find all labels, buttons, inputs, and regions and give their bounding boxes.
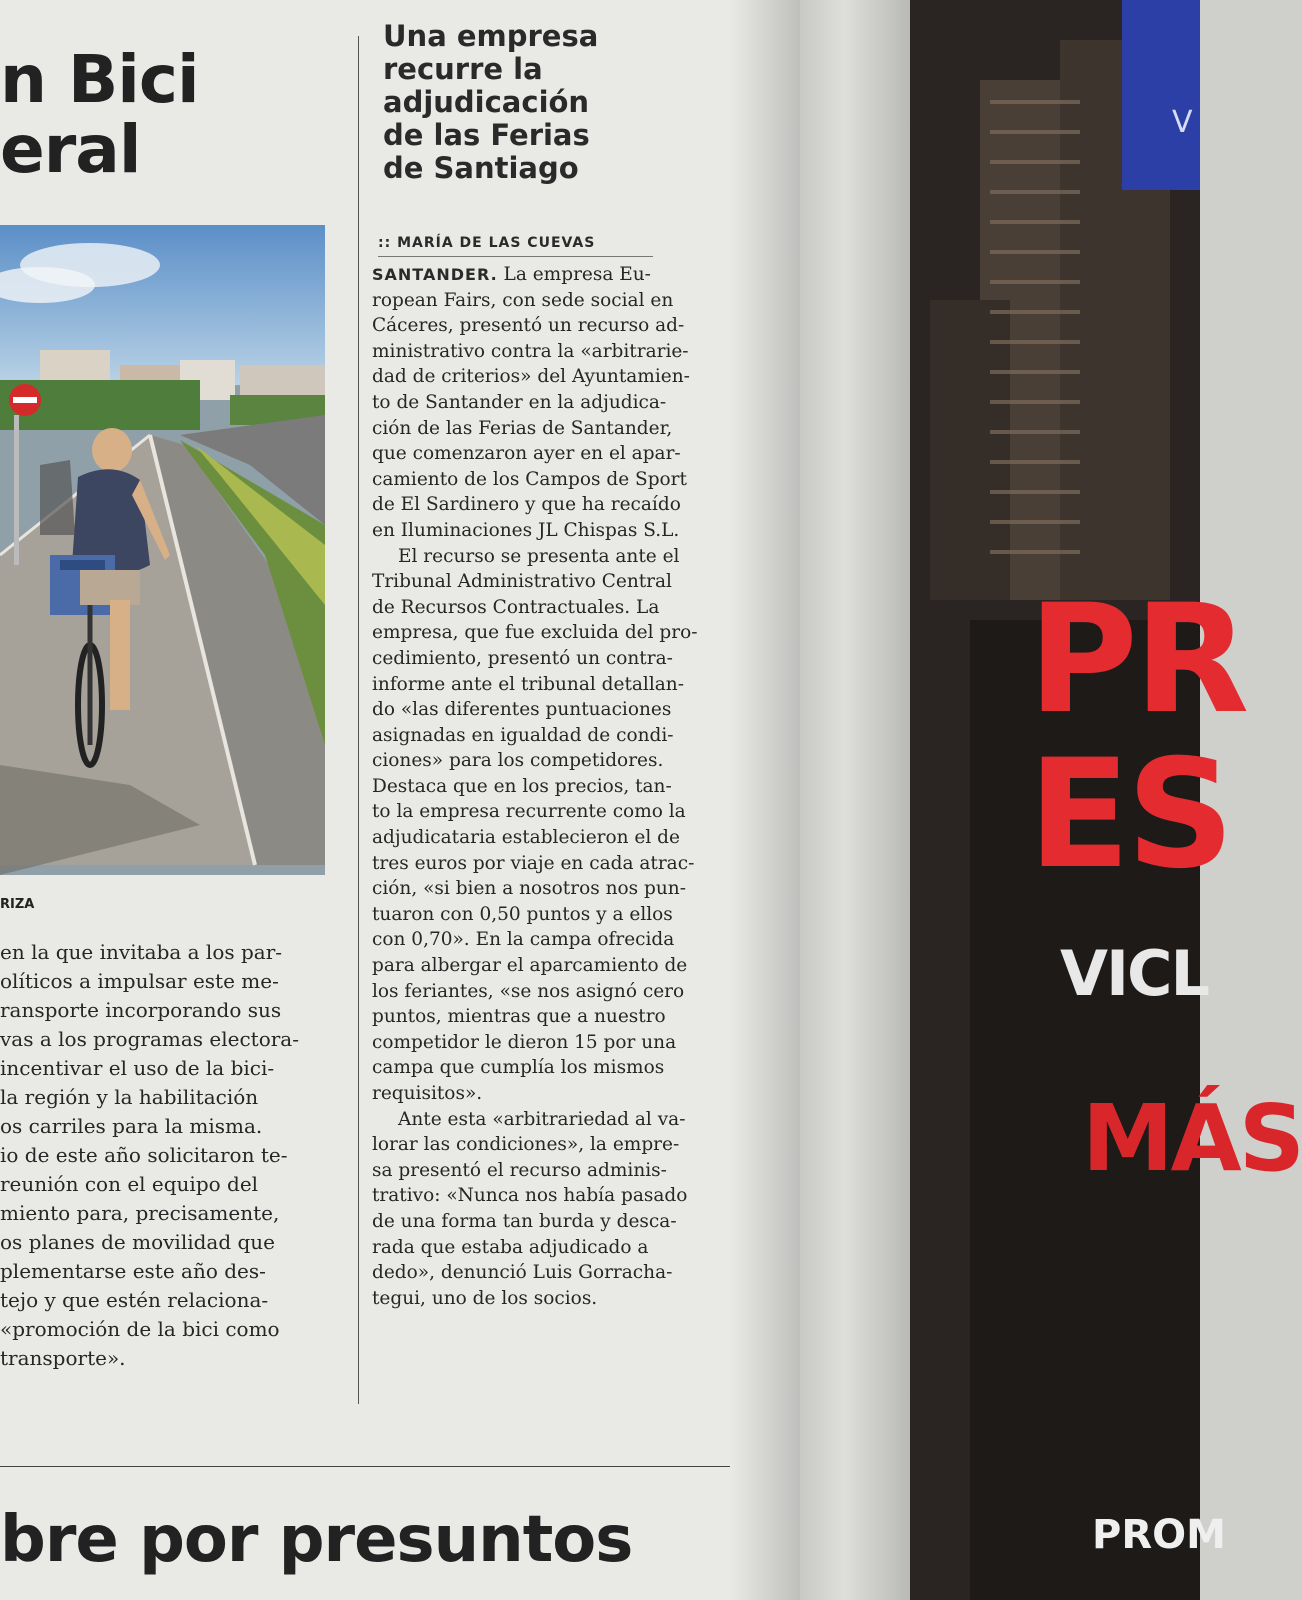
text-line: ransporte incorporando sus <box>0 998 282 1022</box>
bottom-article-headline: bre por presuntos <box>0 1503 633 1577</box>
ad-big-text: ES <box>1028 728 1231 902</box>
text-line: informe ante el tribunal detallan- <box>372 673 684 695</box>
text-line: trativo: «Nunca nos había pasado <box>372 1185 688 1207</box>
text-line: en la que invitaba a los par- <box>0 940 283 964</box>
main-article-body <box>372 262 727 1311</box>
page-gutter <box>800 0 910 1600</box>
text-line: empresa, que fue excluida del pro- <box>372 622 698 644</box>
text-line: adjudicataria establecieron el de <box>372 827 680 849</box>
ad-sub-text: VICL <box>1060 937 1209 1010</box>
text-line: transporte». <box>0 1346 126 1370</box>
headline-line: eral <box>0 111 141 188</box>
text-line: camiento de los Campos de Sport <box>372 468 687 490</box>
text-line: vas a los programas electora- <box>0 1027 299 1051</box>
ad-prom-text: PROM <box>1092 1512 1226 1558</box>
byline: :: MARÍA DE LAS CUEVAS <box>378 235 596 251</box>
text-line: to de Santander en la adjudica- <box>372 391 667 413</box>
headline-line: Una empresa <box>383 19 599 53</box>
text-line: con 0,70». En la campa ofrecida <box>372 929 675 951</box>
dateline: SANTANDER. <box>372 265 498 284</box>
text-line: tegui, uno de los socios. <box>372 1287 598 1309</box>
text-line: tuaron con 0,50 puntos y a ellos <box>372 903 673 925</box>
page-curl-shadow <box>730 0 800 1600</box>
text-line: ción, «si bien a nosotros nos pun- <box>372 878 686 900</box>
text-line: que comenzaron ayer en el apar- <box>372 443 681 465</box>
ad-blue-text: V <box>1172 105 1193 140</box>
text-line: Tribunal Administrativo Central <box>372 571 672 593</box>
text-line: ciones» para los competidores. <box>372 750 664 772</box>
text-line: Cáceres, presentó un recurso ad- <box>372 315 685 337</box>
text-line: rada que estaba adjudicado a <box>372 1236 649 1258</box>
text-line: plementarse este año des- <box>0 1259 266 1283</box>
text-line: dedo», denunció Luis Gorracha- <box>372 1262 673 1284</box>
text-line: la región y la habilitación <box>0 1085 259 1109</box>
text-line: dad de criterios» del Ayuntamien- <box>372 366 690 388</box>
text-line: reunión con el equipo del <box>0 1172 259 1196</box>
text-line: ropean Fairs, con sede social en <box>372 289 674 311</box>
ad-mas-text: MÁS <box>1082 1085 1302 1192</box>
text-line: los feriantes, «se nos asignó cero <box>372 980 685 1002</box>
headline-line: n Bici <box>0 41 199 118</box>
text-line: io de este año solicitaron te- <box>0 1143 288 1167</box>
text-line: ministrativo contra la «arbitrarie- <box>372 340 689 362</box>
first-line-rest: La empresa Eu- <box>497 264 651 285</box>
column-divider <box>358 36 359 1404</box>
text-line: os planes de movilidad que <box>0 1230 276 1254</box>
text-line <box>372 262 727 288</box>
headline-line: adjudicación <box>383 85 590 119</box>
text-line: Ante esta «arbitrariedad al va- <box>398 1108 686 1130</box>
text-line: tejo y que estén relaciona- <box>0 1288 269 1312</box>
ad-big-text: PR <box>1028 573 1246 747</box>
main-article-headline <box>383 20 598 185</box>
advertisement <box>910 0 1302 1600</box>
text-line: sa presentó el recurso adminis- <box>372 1159 667 1181</box>
headline-line: de las Ferias <box>383 118 590 152</box>
text-line: ción de las Ferias de Santander, <box>372 417 673 439</box>
text-line: tres euros por viaje en cada atrac- <box>372 852 695 874</box>
headline-line: de Santiago <box>383 151 579 185</box>
text-line: de El Sardinero y que ha recaído <box>372 494 681 516</box>
text-line: miento para, precisamente, <box>0 1201 280 1225</box>
text-line: cedimiento, presentó un contra- <box>372 647 673 669</box>
text-line: Destaca que en los precios, tan- <box>372 775 672 797</box>
text-line: campa que cumplía los mismos <box>372 1057 665 1079</box>
ad-blue-panel <box>1122 0 1200 190</box>
text-line: do «las diferentes puntuaciones <box>372 699 672 721</box>
text-line: competidor le dieron 15 por una <box>372 1031 677 1053</box>
text-line: lorar las condiciones», la empre- <box>372 1134 680 1156</box>
text-line: de una forma tan burda y desca- <box>372 1210 677 1232</box>
left-article-body <box>0 938 308 1373</box>
text-line: en Iluminaciones JL Chispas S.L. <box>372 519 680 541</box>
text-line: asignadas en igualdad de condi- <box>372 724 674 746</box>
headline-line: recurre la <box>383 52 543 86</box>
text-line: to la empresa recurrente como la <box>372 801 686 823</box>
text-line: olíticos a impulsar este me- <box>0 969 279 993</box>
text-line: incentivar el uso de la bici- <box>0 1056 275 1080</box>
text-line: requisitos». <box>372 1083 483 1104</box>
section-divider <box>0 1466 730 1467</box>
text-line: El recurso se presenta ante el <box>398 545 680 567</box>
text-line: puntos, mientras que a nuestro <box>372 1006 666 1028</box>
photo-credit: RIZA <box>0 897 35 912</box>
left-article-headline <box>0 41 199 188</box>
text-line: os carriles para la misma. <box>0 1114 263 1138</box>
text-line: para albergar el aparcamiento de <box>372 955 688 977</box>
text-line: de Recursos Contractuales. La <box>372 596 660 618</box>
byline-rule <box>378 256 653 257</box>
cyclist-photo <box>0 225 325 875</box>
text-line: «promoción de la bici como <box>0 1317 280 1341</box>
